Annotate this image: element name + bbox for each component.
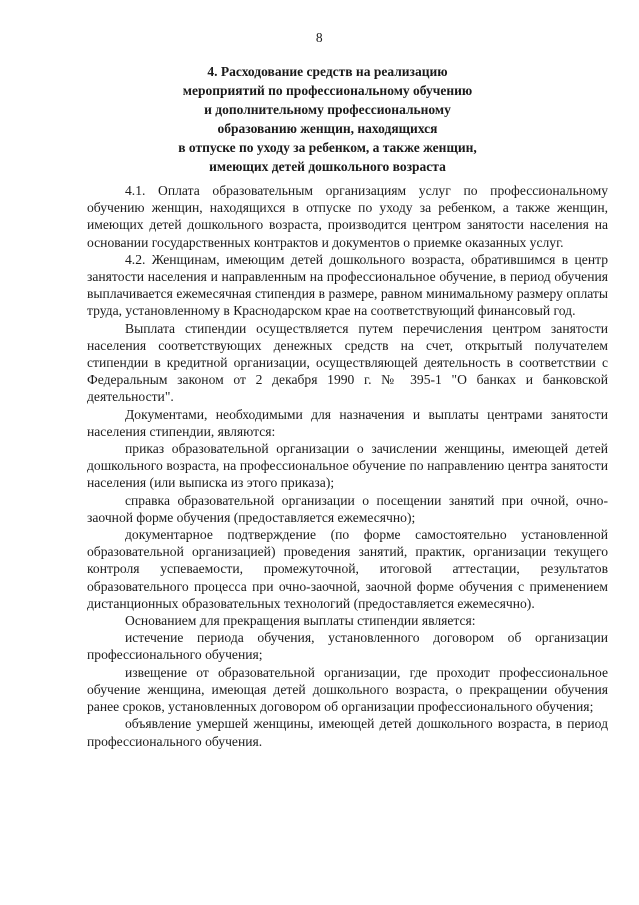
paragraph-documents-intro: Документами, необходимыми для назначения и выплаты центрами занятости населения стипендии, являются:: [87, 406, 608, 439]
paragraph-document-confirmation: документарное подтверждение (по форме самостоятельно установленной образовательной организацией) проведения занятий, практик, организации текущего контроля успеваемости, промежуточной, итоговой аттестации, результатов образовательного процесса при очно-заочной, заочной форме обучения с применением дистанционных образовательных технологий (предоставляется ежемесячно).: [87, 527, 608, 611]
heading-line: образованию женщин, находящихся: [217, 121, 438, 136]
heading-line: мероприятий по профессиональному обучению: [182, 83, 473, 98]
paragraph-stipend-payment: Выплата стипендии осуществляется путем перечисления центром занятости населения соответствующих денежных средств на счет, открытый получателем стипендии в кредитной организации, осуществляющей деятельность в соответствии с Федеральным законом от 2 декабря 1990 г. № 395-1 "О банках и банковской деятельности".: [87, 320, 608, 405]
body-text: [87, 182, 608, 750]
paragraph-termination-death: объявление умершей женщины, имеющей детей дошкольного возраста, в период профессионального обучения.: [87, 716, 608, 749]
heading-line: в отпуске по уходу за ребенком, а также женщин,: [178, 140, 477, 155]
paragraph-termination-intro: Основанием для прекращения выплаты стипендии является:: [125, 613, 476, 629]
paragraph-4-1: 4.1. Оплата образовательным организациям услуг по профессиональному обучению женщин, находящихся в отпуске по уходу за ребенком, а также женщин, имеющих детей дошкольного возраста, производится центром занятости населения на основании государственных контрактов и документов о приемке оказанных услуг.: [87, 183, 608, 250]
paragraph-termination-notice: извещение от образовательной организации, где проходит профессиональное обучение женщина, имеющая детей дошкольного возраста, о прекращении обучения ранее сроков, установленных договором об организации профессионального обучения;: [87, 664, 608, 715]
paragraph-4-2: 4.2. Женщинам, имеющим детей дошкольного возраста, обратившимся в центр занятости населения и направленным на профессиональное обучение, в период обучения выплачивается ежемесячная стипендия в размере, равном минимальному размеру оплаты труда, установленному в Краснодарском крае на соответствующий финансовый год.: [87, 251, 608, 319]
section-heading: [90, 62, 565, 176]
heading-line: 4. Расходование средств на реализацию: [207, 64, 448, 79]
page-number: 8: [315, 30, 324, 45]
heading-line: и дополнительному профессиональному: [204, 102, 451, 117]
paragraph-document-order: приказ образовательной организации о зачислении женщины, имеющей детей дошкольного возраста, на профессиональное обучение по направлению центра занятости населения (или выписка из этого приказа);: [87, 441, 608, 491]
heading-line: имеющих детей дошкольного возраста: [209, 159, 446, 174]
paragraph-termination-period: истечение периода обучения, установленного договором об организации профессионального обучения;: [87, 630, 608, 663]
paragraph-document-certificate: справка образовательной организации о посещении занятий при очной, очно-заочной форме обучения (предоставляется ежемесячно);: [87, 492, 608, 525]
